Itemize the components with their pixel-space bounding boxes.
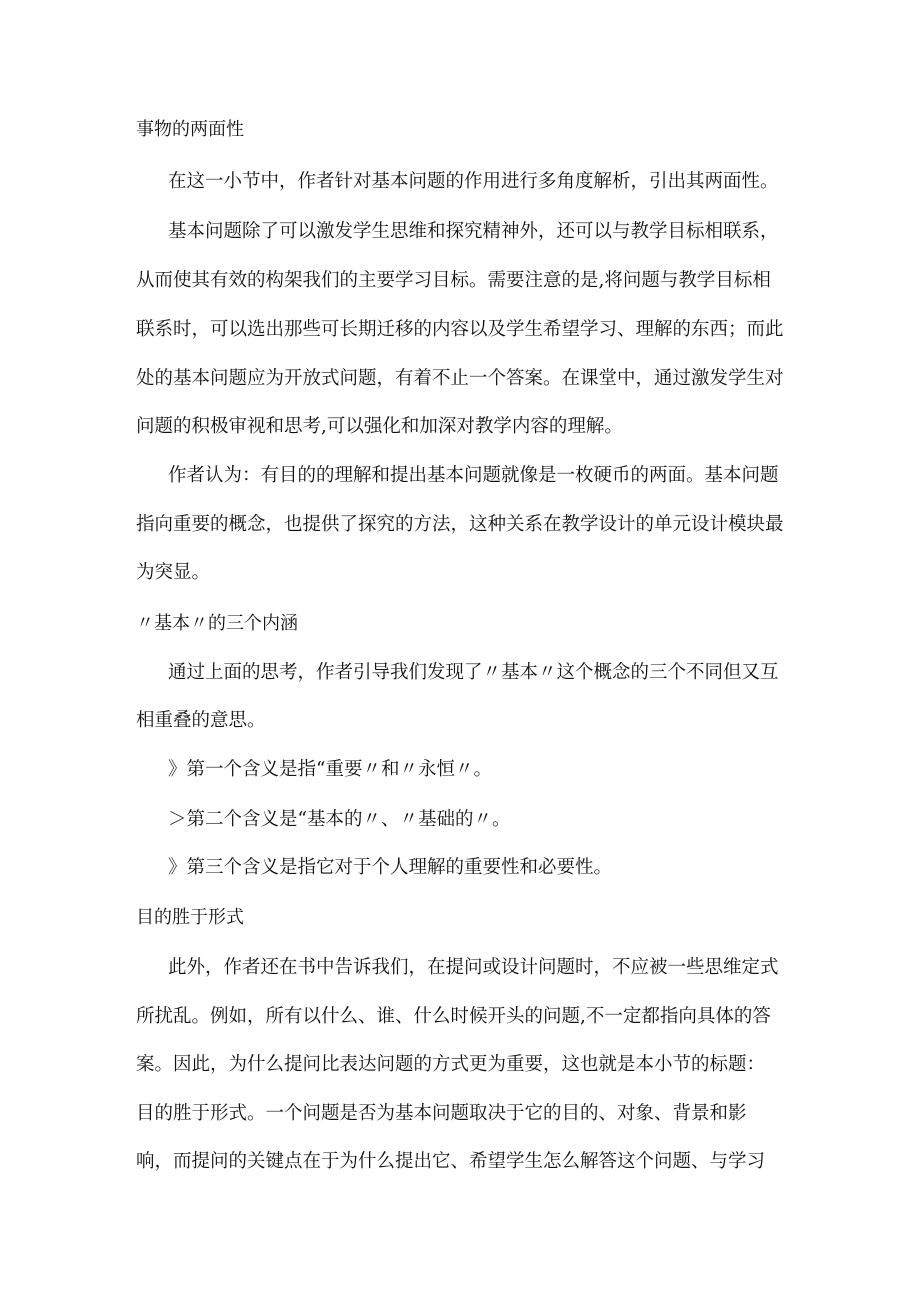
paragraph-line: 在这一小节中，作者针对基本问题的作用进行多角度解析，引出其两面性。 bbox=[168, 171, 779, 192]
paragraph-line: 目的胜于形式。一个问题是否为基本问题取决于它的目的、对象、背景和影 bbox=[136, 1103, 747, 1124]
bullet-item: ＞第二个含义是“基本的〃、〃基础的〃。 bbox=[168, 809, 511, 830]
section-heading-two-sides: 事物的两面性 bbox=[136, 119, 244, 140]
paragraph-line: 作者认为：有目的的理解和提出基本问题就像是一枚硬币的两面。基本问题 bbox=[168, 465, 779, 486]
paragraph-line: 响，而提问的关键点在于为什么提出它、希望学生怎么解答这个问题、与学习 bbox=[136, 1151, 766, 1172]
section-heading-three-meanings: 〃基本〃的三个内涵 bbox=[136, 613, 298, 634]
paragraph-line: 联系时，可以选出那些可长期迁移的内容以及学生希望学习、理解的东西；而此 bbox=[136, 319, 784, 340]
paragraph-line: 相重叠的意思。 bbox=[136, 710, 266, 731]
section-heading-purpose-over-form: 目的胜于形式 bbox=[136, 907, 244, 928]
paragraph-line: 此外，作者还在书中告诉我们，在提问或设计问题时，不应被一些思维定式 bbox=[168, 957, 779, 978]
paragraph-line: 案。因此，为什么提问比表达问题的方式更为重要，这也就是本小节的标题： bbox=[136, 1054, 766, 1075]
paragraph-line: 所扰乱。例如，所有以什么、谁、什么时候开头的问题,不一定都指向具体的答 bbox=[136, 1006, 771, 1027]
paragraph-line: 通过上面的思考，作者引导我们发现了〃基本〃这个概念的三个不同但又互 bbox=[168, 662, 779, 683]
paragraph-line: 问题的积极审视和思考,可以强化和加深对教学内容的理解。 bbox=[136, 416, 623, 437]
paragraph-line: 为突显。 bbox=[136, 562, 211, 583]
paragraph-line: 基本问题除了可以激发学生思维和探究精神外，还可以与教学目标相联系， bbox=[168, 221, 779, 242]
paragraph-line: 从而使其有效的构架我们的主要学习目标。需要注意的是,将问题与教学目标相 bbox=[136, 270, 771, 291]
paragraph-line: 指向重要的概念，也提供了探究的方法，这种关系在教学设计的单元设计模块最 bbox=[136, 514, 784, 535]
bullet-item: 》第一个含义是指“重要〃和〃永恒〃。 bbox=[168, 759, 492, 780]
paragraph-line: 处的基本问题应为开放式问题，有着不止一个答案。在课堂中，通过激发学生对 bbox=[136, 368, 784, 389]
bullet-item: 》第三个含义是指它对于个人理解的重要性和必要性。 bbox=[168, 857, 613, 878]
